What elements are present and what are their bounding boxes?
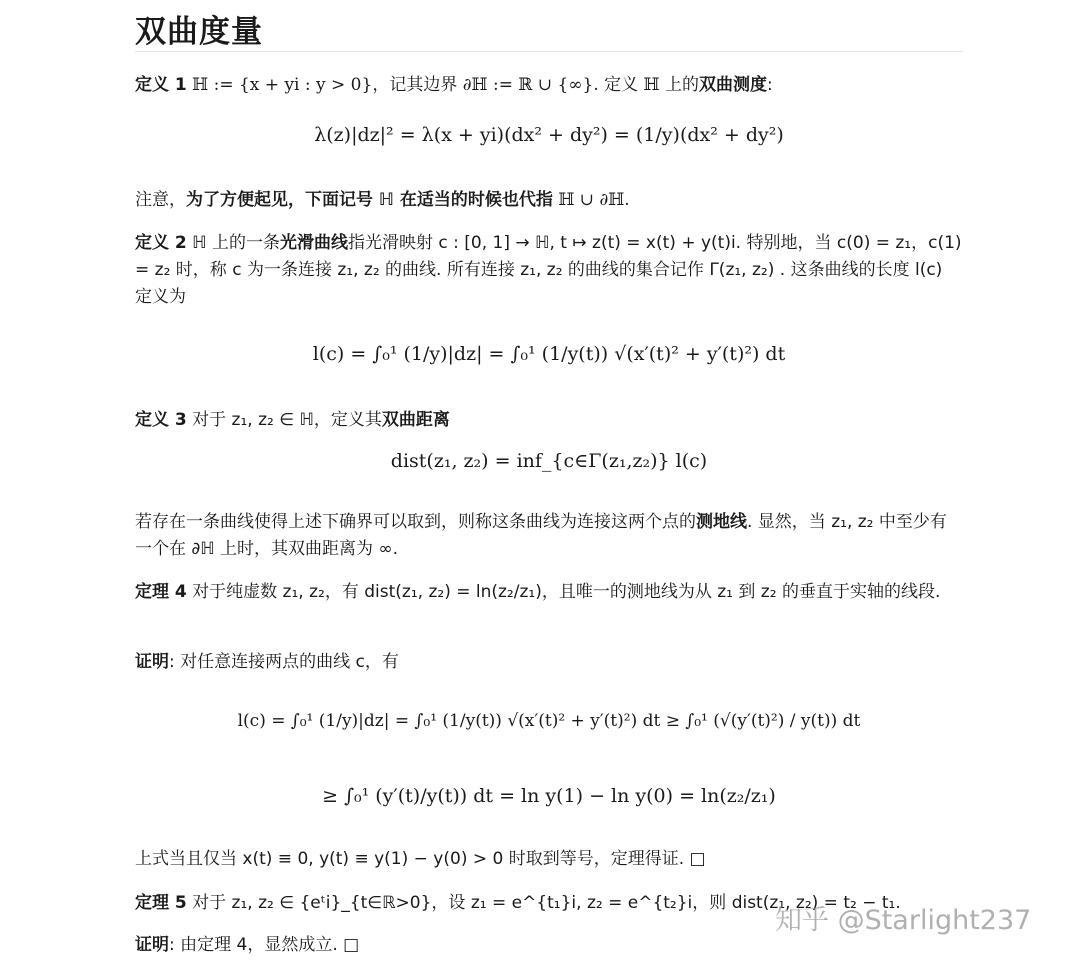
- definition-2-label: 定义 2: [135, 233, 187, 253]
- definition-3-formula: dist(z₁, z₂) = inf_{c∈Γ(z₁,z₂)} l(c): [390, 450, 708, 472]
- proof-4-text: : 对任意连接两点的曲线 c，有: [169, 652, 399, 672]
- definition-2-term: 光滑曲线: [280, 233, 349, 253]
- definition-3-label: 定义 3: [135, 410, 187, 430]
- proof-5-label: 证明: [135, 935, 169, 955]
- proof-4-conclusion: 上式当且仅当 x(t) ≡ 0, y(t) ≡ y(1) − y(0) > 0 时取到等号，定理得证. □: [135, 849, 706, 869]
- definition-1-formula: λ(z)|dz|² = λ(x + yi)(dx² + dy²) = (1/y)(dx² + dy²): [314, 124, 784, 146]
- definition-2-formula: l(c) = ∫₀¹ (1/y)|dz| = ∫₀¹ (1/y(t)) √(x′(t)² + y′(t)²) dt: [312, 343, 786, 365]
- theorem-4-text: 对于纯虚数 z₁, z₂，有 dist(z₁, z₂) = ln(z₂/z₁)，且唯一的测地线为从 z₁ 到 z₂ 的垂直于实轴的线段.: [186, 582, 941, 602]
- proof-4-label: 证明: [135, 652, 169, 672]
- proof-4: [135, 649, 963, 676]
- note-bold: 为了方便起见，下面记号 ℍ 在适当的时候也代指: [186, 190, 553, 210]
- proof-4-formula-1: l(c) = ∫₀¹ (1/y)|dz| = ∫₀¹ (1/y(t)) √(x′(t)² + y′(t)²) dt ≥ ∫₀¹ (√(y′(t)²) / y(t)) dt: [237, 711, 861, 731]
- definition-1-label: 定义 1: [135, 75, 187, 95]
- definition-3: [135, 407, 963, 434]
- note-text-a: 注意，: [135, 190, 186, 210]
- definition-1-term: 双曲测度: [699, 75, 767, 95]
- remark-text-b: . 显然，当 z₁, z₂ 中至少有一个在 ∂ℍ 上时，其双曲距离为 ∞.: [135, 512, 947, 559]
- proof-4-formula-2: ≥ ∫₀¹ (y′(t)/y(t)) dt = ln y(1) − ln y(0) = ln(z₂/z₁): [322, 785, 776, 807]
- definition-2-text-a: ℍ 上的一条: [186, 233, 281, 253]
- page-title: 双曲度量: [135, 14, 263, 50]
- note-paragraph: [135, 187, 963, 214]
- theorem-5: [135, 890, 901, 917]
- theorem-4: [135, 579, 963, 606]
- definition-2: [135, 230, 963, 311]
- zhihu-watermark: 知乎 @Starlight237: [775, 905, 1032, 936]
- title-divider: [135, 51, 963, 52]
- definition-1-text-a: ℍ := {x + yi : y > 0}，记其边界 ∂ℍ := ℝ ∪ {∞}. 定义 ℍ 上的: [186, 75, 699, 95]
- theorem-5-text: 对于 z₁, z₂ ∈ {eᵗi}_{t∈ℝ>0}，设 z₁ = e^{t₁}i, z₂ = e^{t₂}i，则 dist(z₁, z₂) = t₂ − t₁.: [186, 893, 901, 913]
- remark-text-a: 若存在一条曲线使得上述下确界可以取到，则称这条曲线为连接这两个点的: [135, 512, 696, 532]
- proof-5-text: : 由定理 4，显然成立. □: [169, 935, 360, 955]
- definition-3-text-a: 对于 z₁, z₂ ∈ ℍ，定义其: [186, 410, 382, 430]
- theorem-5-label: 定理 5: [135, 893, 187, 913]
- theorem-4-label: 定理 4: [135, 582, 187, 602]
- definition-2-text-b: 指光滑映射 c : [0, 1] → ℍ, t ↦ z(t) = x(t) + y(t)i. 特别地，当 c(0) = z₁，c(1) = z₂ 时，称 c 为一条连接 z₁, z₂ 的曲线. 所有连接 z₁, z₂ 的曲线的集合记作 Γ(z₁, z₂) . 这条曲线的长度 l(c) 定义为: [135, 233, 962, 307]
- note-text-b: ℍ ∪ ∂ℍ.: [552, 190, 630, 210]
- geodesic-remark: [135, 509, 963, 563]
- remark-term: 测地线: [696, 512, 747, 532]
- definition-3-term: 双曲距离: [381, 410, 450, 430]
- definition-1: [135, 72, 963, 99]
- definition-1-text-b: :: [767, 75, 773, 95]
